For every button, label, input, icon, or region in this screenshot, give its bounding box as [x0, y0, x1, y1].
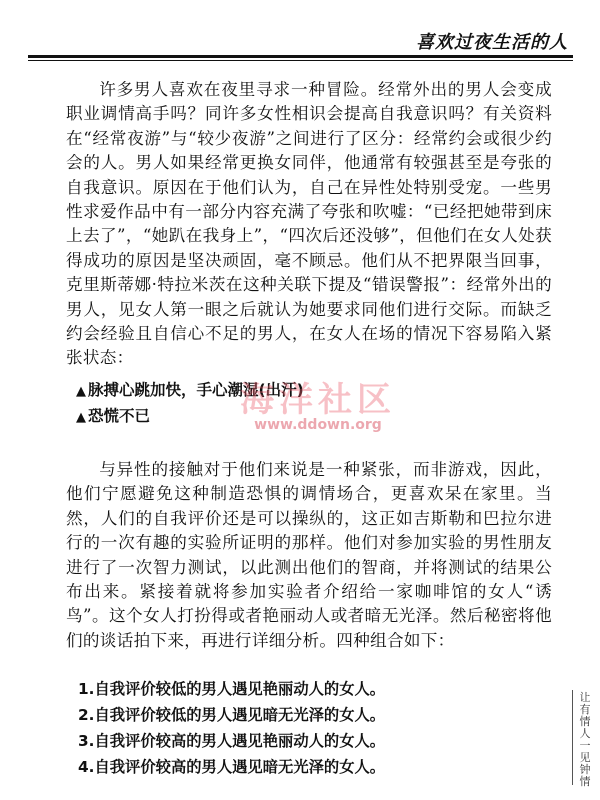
header-rule-thick [28, 55, 573, 58]
combination-list [78, 676, 385, 780]
combination-item: 2.自我评价较低的男人遇见暗无光泽的女人。 [78, 706, 386, 724]
watermark-url: www.ddown.org [254, 417, 382, 433]
paragraph-2: 与异性的接触对于他们来说是一种紧张，而非游戏，因此，他们宁愿避免这种制造恐惧的调情场合，更喜欢呆在家里。当然，人们的自我评价还是可以操纵的，这正如吉斯勒和巴拉尔进行的一次有趣的实验所证明的那样。他们对参加实验的男性朋友进行了一次智力测试，以此测出他们的智商，并将测试的结果公布出来。紧接着就将参加实验者介绍给一家咖啡馆的女人“诱鸟”。这个女人打扮得或者艳丽动人或者暗无光泽。然后秘密将他们的谈话拍下来，再进行详细分析。四种组合如下： [66, 460, 552, 650]
page-title: 喜欢过夜生活的人 [416, 32, 568, 53]
side-caption: 让有情人一见钟情 [579, 691, 591, 788]
combination-item: 4.自我评价较高的男人遇见暗无光泽的女人。 [78, 758, 386, 776]
symptom-list [76, 378, 304, 430]
header-rule-thin [28, 60, 573, 61]
combination-item: 3.自我评价较高的男人遇见艳丽动人的女人。 [78, 732, 386, 750]
watermark-text: 海洋社区 [240, 380, 396, 420]
paragraph-1: 许多男人喜欢在夜里寻求一种冒险。经常外出的男人会变成职业调情高手吗？同许多女性相识会提高自我意识吗？有关资料在“经常夜游”与“较少夜游”之间进行了区分：经常约会或很少约会的人。男人如果经常更换女同伴，他通常有较强甚至是夸张的自我意识。原因在于他们认为，自己在异性处特别受宠。一些男性求爱作品中有一部分内容充满了夸张和吹嘘：“已经把她带到床上去了”，“她趴在我身上”，“四次后还没够”，但他们在女人处获得成功的原因是坚决顽固，毫不顾忌。他们从不把界限当回事，克里斯蒂娜·特拉米茨在这种关联下提及“错误警报”：经常外出的男人，见女人第一眼之后就认为她要求同他们进行交际。而缺乏约会经验且自信心不足的男人，在女人在场的情况下容易陷入紧张状态： [66, 80, 552, 368]
side-divider [572, 690, 573, 785]
combination-item: 1.自我评价较低的男人遇见艳丽动人的女人。 [78, 680, 386, 698]
symptom-item: ▲ 脉搏心跳加快，手心潮湿(出汗) [76, 378, 304, 404]
symptom-item: ▲ 恐慌不已 [76, 404, 304, 430]
